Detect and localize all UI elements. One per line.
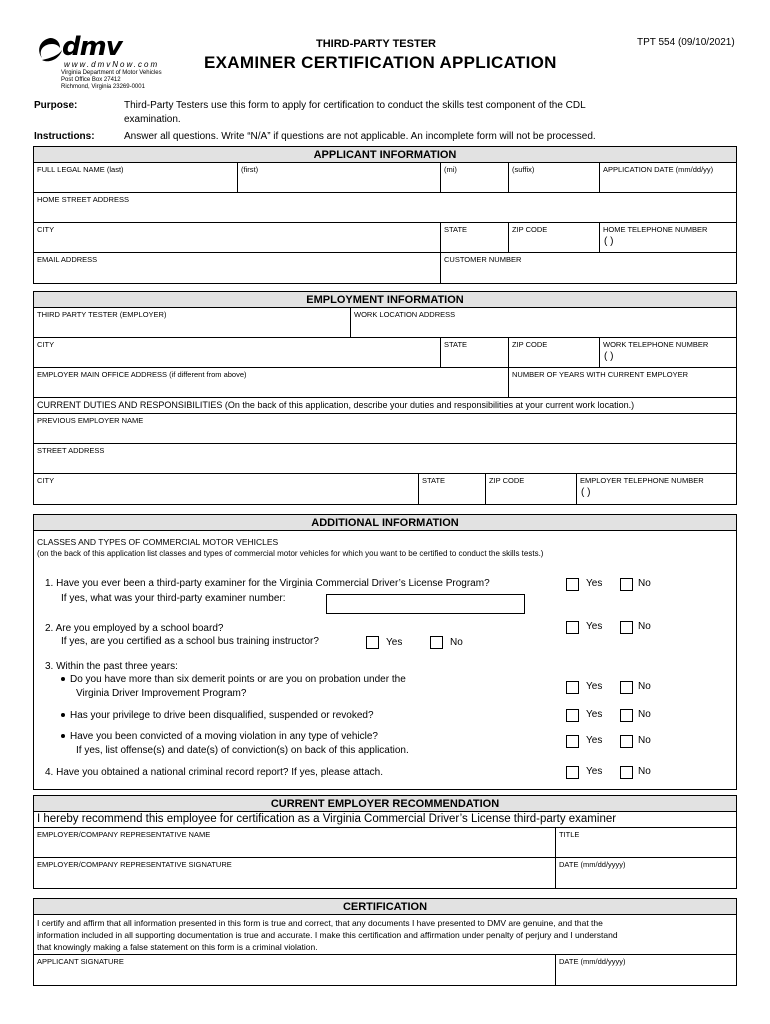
q1-yes-checkbox[interactable] [566,578,579,591]
q4-no-label: No [638,766,651,777]
bullet-icon [61,677,65,681]
instructions-label: Instructions: [34,131,95,142]
section-title: APPLICANT INFORMATION [34,147,736,163]
application-date-field[interactable]: APPLICATION DATE (mm/dd/yy) [599,163,736,192]
section-title: CURRENT EMPLOYER RECOMMENDATION [34,796,736,812]
work-phone-field[interactable] [599,338,736,367]
examiner-number-input[interactable] [326,594,525,614]
work-phone-parens: ( ) [604,351,614,362]
applicant-information-section [33,146,737,284]
applicant-date-field[interactable]: DATE (mm/dd/yyyy) [555,955,736,985]
employer-row [34,308,736,338]
dmv-logo-text: dmv [62,32,122,62]
agency-name: Virginia Department of Motor Vehicles [61,70,162,76]
duties-row [34,398,736,414]
rep-title-field[interactable]: TITLE [555,828,736,857]
section-title: EMPLOYMENT INFORMATION [34,292,736,308]
question-3a-line2: Virginia Driver Improvement Program? [76,688,247,699]
q3a-no-label: No [638,681,651,692]
q1-no-label: No [638,578,651,589]
certification-text-row [34,915,736,955]
rep-name-field[interactable]: EMPLOYER/COMPANY REPRESENTATIVE NAME [37,830,211,839]
email-row [34,253,736,283]
q3c-no-label: No [638,735,651,746]
question-3: 3. Within the past three years: [45,661,178,672]
bullet-icon [61,713,65,717]
home-phone-parens: ( ) [604,236,614,247]
home-city-field[interactable]: CITY [37,225,55,234]
employer-recommendation-section [33,795,737,889]
q3a-yes-label: Yes [586,681,603,692]
q4-yes-label: Yes [586,766,603,777]
q2b-no-label: No [450,637,463,648]
q2-no-checkbox[interactable] [620,621,633,634]
q2-yes-label: Yes [586,621,603,632]
dmv-logo [36,34,176,94]
q3c-no-checkbox[interactable] [620,735,633,748]
rep-signature-row [34,858,736,888]
question-2: 2. Are you employed by a school board? [45,623,224,634]
question-3b [61,709,374,723]
customer-number-field[interactable]: CUSTOMER NUMBER [440,253,736,283]
q2b-yes-checkbox[interactable] [366,636,379,649]
certification-line1: I certify and affirm that all information presented in this form is true and correct, that any documents I have presented to DMV are genuine, and that the [37,918,603,928]
previous-city-row [34,474,736,504]
q1-no-checkbox[interactable] [620,578,633,591]
previous-street-row [34,444,736,474]
tpt-employer-field[interactable]: THIRD PARTY TESTER (EMPLOYER) [37,310,167,319]
home-state-field[interactable]: STATE [440,223,508,252]
employer-phone-parens: ( ) [581,487,591,498]
q2-no-label: No [638,621,651,632]
work-state-field[interactable]: STATE [440,338,508,367]
section-title: CERTIFICATION [34,899,736,915]
question-3c [61,730,378,744]
applicant-signature-field[interactable]: APPLICANT SIGNATURE [37,957,124,966]
classes-label: CLASSES AND TYPES OF COMMERCIAL MOTOR VEHICLES [37,537,279,547]
work-zip-field[interactable]: ZIP CODE [508,338,599,367]
recommendation-statement: I hereby recommend this employee for certification as a Virginia Commercial Driver’s License third-party examiner [37,813,617,825]
form-title: EXAMINER CERTIFICATION APPLICATION [204,53,557,72]
employer-phone-field[interactable] [576,474,736,504]
q4-yes-checkbox[interactable] [566,766,579,779]
question-3c-text: Have you been convicted of a moving violation in any type of vehicle? [70,731,378,742]
years-with-employer-field[interactable]: NUMBER OF YEARS WITH CURRENT EMPLOYER [508,368,736,397]
applicant-name-row [34,163,736,193]
work-city-field[interactable]: CITY [37,340,55,349]
previous-zip-field[interactable]: ZIP CODE [485,474,576,504]
home-street-address-field[interactable]: HOME STREET ADDRESS [37,195,129,204]
purpose-text-line1: Third-Party Testers use this form to apply for certification to conduct the skills test component of the CDL [124,100,586,111]
instructions-text: Answer all questions. Write “N/A” if questions are not applicable. An incomplete form will not be processed. [124,131,596,142]
dmv-swoosh-icon [36,36,64,64]
question-1-followup: If yes, what was your third-party examiner number: [61,593,286,604]
previous-street-address-field[interactable]: STREET ADDRESS [37,446,105,455]
recommendation-statement-row [34,812,736,828]
form-number: TPT 554 (09/10/2021) [637,37,735,48]
rep-date-field[interactable]: DATE (mm/dd/yyyy) [555,858,736,888]
home-phone-field[interactable] [599,223,736,252]
q3c-yes-checkbox[interactable] [566,735,579,748]
q2b-no-checkbox[interactable] [430,636,443,649]
home-city-row [34,223,736,253]
q4-no-checkbox[interactable] [620,766,633,779]
employer-main-office-field[interactable]: EMPLOYER MAIN OFFICE ADDRESS (if different from above) [37,370,247,379]
home-phone-label: HOME TELEPHONE NUMBER [603,225,708,234]
home-zip-field[interactable]: ZIP CODE [508,223,599,252]
middle-initial-field[interactable]: (mi) [440,163,508,192]
classes-note: (on the back of this application list classes and types of commercial motor vehicles for which you want to be certified to conduct the skills tests.) [37,549,544,558]
q3b-no-checkbox[interactable] [620,709,633,722]
main-office-row [34,368,736,398]
question-3a-text: Do you have more than six demerit points or are you on probation under the [70,674,406,685]
first-name-field[interactable]: (first) [237,163,440,192]
q2-yes-checkbox[interactable] [566,621,579,634]
employment-information-section [33,291,737,505]
home-address-row [34,193,736,223]
work-location-field[interactable]: WORK LOCATION ADDRESS [350,308,736,337]
employer-phone-label: EMPLOYER TELEPHONE NUMBER [580,476,704,485]
q3b-yes-label: Yes [586,709,603,720]
certification-line2: information included in all supporting documentation is true and accurate. I make this certification and affirmation under penalty of perjury and I understand [37,930,618,940]
previous-employer-row [34,414,736,444]
work-city-row [34,338,736,368]
current-duties-label: CURRENT DUTIES AND RESPONSIBILITIES (On the back of this application, describe your duties and responsibilities at your current work location.) [37,400,635,410]
purpose-text-line2: examination. [124,114,181,125]
rep-name-row [34,828,736,858]
q1-yes-label: Yes [586,578,603,589]
q2b-yes-label: Yes [386,637,403,648]
bullet-icon [61,734,65,738]
email-address-field[interactable]: EMAIL ADDRESS [37,255,98,264]
previous-employer-field[interactable]: PREVIOUS EMPLOYER NAME [37,416,144,425]
rep-signature-field[interactable]: EMPLOYER/COMPANY REPRESENTATIVE SIGNATURE [37,860,232,869]
agency-city: Richmond, Virginia 23269-0001 [61,84,145,90]
agency-po-box: Post Office Box 27412 [61,77,121,83]
last-name-field[interactable]: FULL LEGAL NAME (last) [37,165,124,174]
dmv-web-url: www.dmvNow.com [64,60,160,69]
form-subtitle: THIRD-PARTY TESTER [316,38,436,50]
q3b-no-label: No [638,709,651,720]
purpose-label: Purpose: [34,100,78,111]
q3c-yes-label: Yes [586,735,603,746]
certification-line3: that knowingly making a false statement on this form is a criminal violation. [37,942,318,952]
question-3a [61,673,406,687]
additional-information-section [33,514,737,790]
q3b-yes-checkbox[interactable] [566,709,579,722]
question-4: 4. Have you obtained a national criminal record report? If yes, please attach. [45,767,383,778]
previous-state-field[interactable]: STATE [418,474,485,504]
certification-section [33,898,737,986]
q3a-yes-checkbox[interactable] [566,681,579,694]
work-phone-label: WORK TELEPHONE NUMBER [603,340,709,349]
suffix-field[interactable]: (suffix) [508,163,599,192]
question-3c-line2: If yes, list offense(s) and date(s) of conviction(s) on back of this application. [76,745,409,756]
certification-statement [34,915,736,954]
question-3b-text: Has your privilege to drive been disqualified, suspended or revoked? [70,710,374,721]
question-2-followup: If yes, are you certified as a school bus training instructor? [61,636,319,647]
section-title: ADDITIONAL INFORMATION [34,515,736,531]
question-1: 1. Have you ever been a third-party examiner for the Virginia Commercial Driver’s License Program? [45,578,490,589]
q3a-no-checkbox[interactable] [620,681,633,694]
previous-city-field[interactable]: CITY [37,476,55,485]
applicant-signature-row [34,955,736,985]
